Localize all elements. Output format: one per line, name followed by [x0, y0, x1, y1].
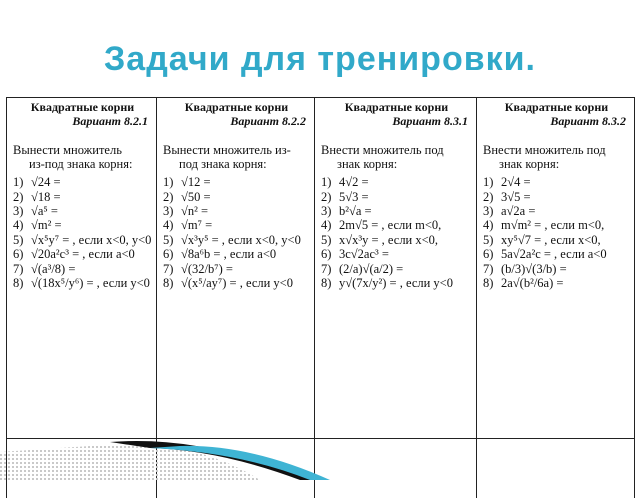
exercise-item: 1) 2√4 = [483, 175, 531, 190]
exercise-item: 8) 2a√(b²/6a) = [483, 275, 564, 290]
column-heading: Квадратные корни [184, 100, 289, 114]
task-instruction [13, 143, 152, 172]
exercise-item: 8) y√(7x/y²) = , если y<0 [321, 275, 453, 290]
exercise-list [483, 175, 630, 290]
task-line: из-под знака корня: [29, 156, 133, 171]
exercise-item: 6) √20a²c³ = , если a<0 [13, 247, 135, 262]
task-line: Вынести множитель из- [163, 142, 291, 157]
column-variant: Вариант 8.3.2 [550, 113, 626, 128]
task-line: Внести множитель под [483, 142, 606, 157]
task-line: Вынести множитель [13, 142, 122, 157]
exercise-list [321, 175, 472, 290]
slide-title: Задачи для тренировки. [104, 40, 536, 78]
exercise-item: 2) 3√5 = [483, 189, 531, 204]
exercise-item: 3) b²√a = [321, 204, 372, 219]
exercise-item: 7) (b/3)√(3/b) = [483, 261, 567, 276]
task-instruction [483, 143, 630, 172]
column-variant: Вариант 8.2.2 [230, 113, 306, 128]
column-heading: Квадратные корни [30, 100, 135, 114]
exercise-item: 7) (2/a)√(a/2) = [321, 261, 404, 276]
decorative-swoosh [0, 430, 640, 480]
exercise-item: 1) 4√2 = [321, 175, 369, 190]
exercise-item: 5) xy⁵√7 = , если x<0, [483, 232, 601, 247]
exercise-item: 4) √m⁷ = [163, 218, 213, 233]
exercise-list [13, 175, 152, 290]
column-variant: Вариант 8.2.1 [72, 113, 148, 128]
exercise-item: 1) √12 = [163, 175, 211, 190]
exercise-item: 7) √(a³/8) = [13, 261, 76, 276]
exercise-item: 5) √x⁵y⁷ = , если x<0, y<0 [13, 232, 152, 247]
exercise-item: 7) √(32/b⁷) = [163, 261, 233, 276]
task-instruction [163, 143, 310, 172]
exercise-item: 5) √x³y⁵ = , если x<0, y<0 [163, 232, 301, 247]
exercise-item: 3) √n² = [163, 204, 209, 219]
task-line: знак корня: [337, 156, 398, 171]
exercise-item: 8) √(18x⁵/y⁶) = , если y<0 [13, 275, 150, 290]
column-variant: Вариант 8.3.1 [392, 113, 468, 128]
task-line: под знака корня: [179, 156, 267, 171]
exercise-item: 6) √8a⁶b = , если a<0 [163, 247, 277, 262]
task-line: знак корня: [499, 156, 560, 171]
exercise-item: 1) √24 = [13, 175, 61, 190]
exercise-item: 3) a√2a = [483, 204, 536, 219]
exercise-item: 6) 3c√2ac³ = [321, 247, 389, 262]
exercise-item: 4) √m² = [13, 218, 62, 233]
column-heading: Квадратные корни [344, 100, 449, 114]
column-heading: Квадратные корни [504, 100, 609, 114]
exercise-list [163, 175, 310, 290]
exercise-item: 2) 5√3 = [321, 189, 369, 204]
exercise-item: 2) √50 = [163, 189, 211, 204]
exercise-item: 4) 2m√5 = , если m<0, [321, 218, 442, 233]
exercise-item: 2) √18 = [13, 189, 61, 204]
exercise-item: 8) √(x⁵/ay⁷) = , если y<0 [163, 275, 293, 290]
exercise-item: 4) m√m² = , если m<0, [483, 218, 605, 233]
exercise-item: 6) 5a√2a²c = , если a<0 [483, 247, 607, 262]
exercise-item: 5) x√x³y = , если x<0, [321, 232, 439, 247]
exercise-item: 3) √a⁵ = [13, 204, 58, 219]
task-instruction [321, 143, 472, 172]
task-line: Внести множитель под [321, 142, 444, 157]
